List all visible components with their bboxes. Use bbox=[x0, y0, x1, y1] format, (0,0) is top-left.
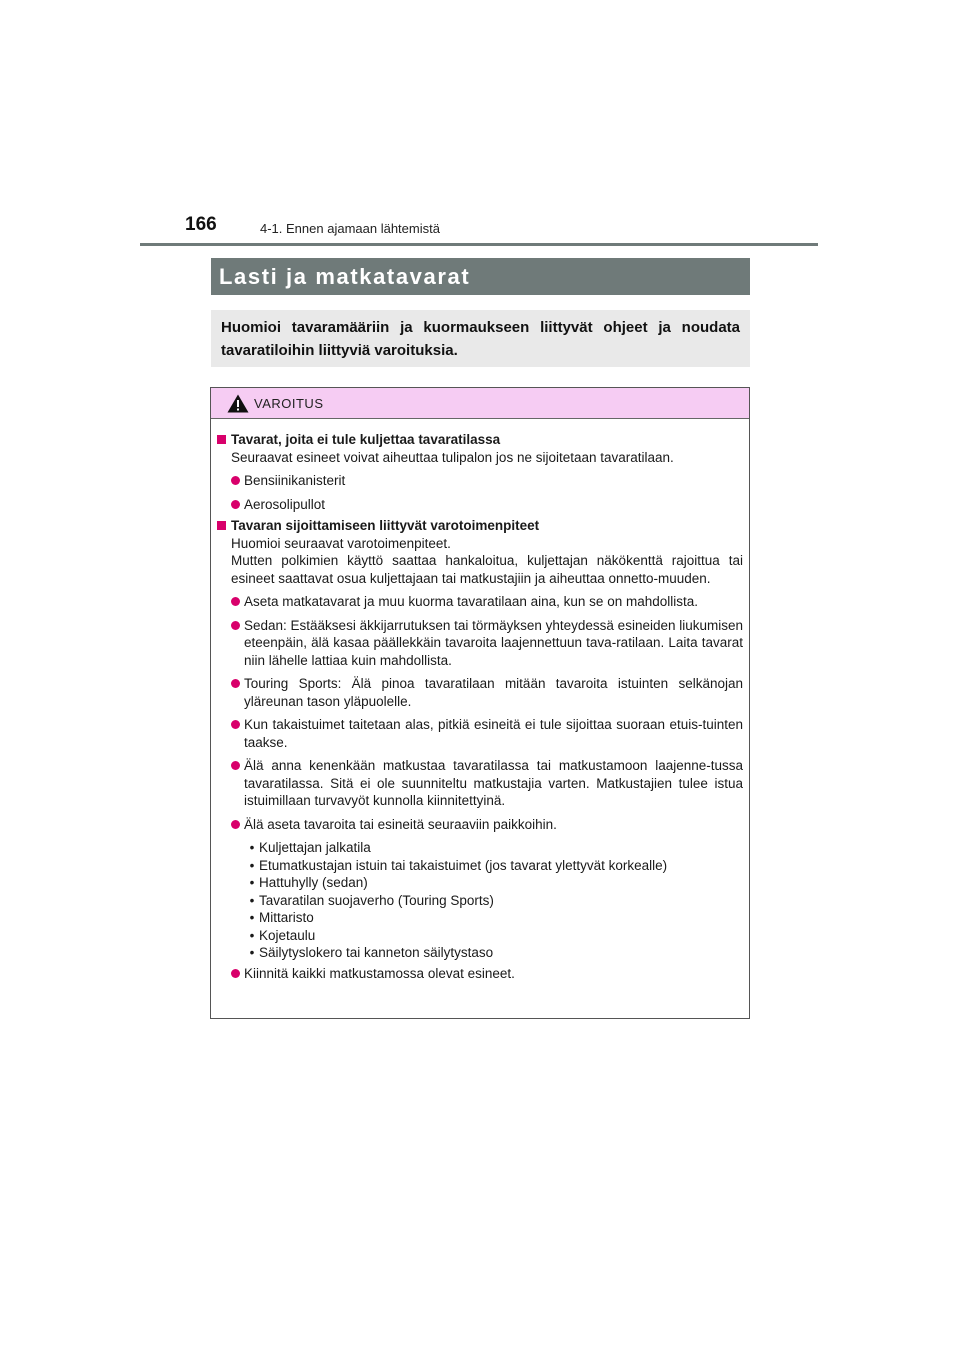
warning-triangle-icon bbox=[227, 394, 249, 413]
list-item bbox=[217, 593, 743, 611]
page-title: Lasti ja matkatavarat bbox=[211, 258, 750, 295]
list-item-text: Sedan: Estääksesi äkkijarrutuksen tai törmäyksen yhteydessä esineiden liukumisen eteenpäin, älä kasaa päällekkäin tavaroita laajennettuun tava-ratilaan. Laita tavarat niin lähelle lattiaa kuin mahdollista. bbox=[244, 617, 744, 668]
list-item-text: Kiinnitä kaikki matkustamossa olevat esineet. bbox=[244, 965, 515, 981]
section-heading-text: Tavaran sijoittamiseen liittyvät varotoimenpiteet bbox=[231, 518, 540, 533]
sub-list bbox=[217, 839, 743, 962]
list-item-text: Bensiinikanisterit bbox=[244, 473, 346, 488]
list-item-text: Älä aseta tavaroita tai esineitä seuraaviin paikkoihin. bbox=[244, 816, 557, 832]
intro-box bbox=[211, 310, 750, 367]
warning-body bbox=[211, 419, 749, 982]
list-item bbox=[217, 472, 743, 490]
header-rule bbox=[140, 243, 818, 246]
page-number: 166 bbox=[185, 214, 217, 235]
paragraph: Huomioi seuraavat varotoimenpiteet. bbox=[231, 535, 451, 551]
list-item-text: Aseta matkatavarat ja muu kuorma tavaratilaan aina, kun se on mahdollista. bbox=[244, 594, 698, 609]
paragraph: Mutten polkimien käyttö saattaa hankaloitua, kuljettajan näkökenttä rajoittua tai esineet saattavat osua kuljettajaan tai matkustajiin ja aiheuttaa onnetto-muuden. bbox=[231, 553, 743, 586]
sub-list-item-text: Kojetaulu bbox=[259, 927, 316, 943]
section-heading bbox=[217, 517, 743, 535]
sub-list-item: • Kojetaulu bbox=[249, 927, 316, 943]
list-item bbox=[217, 617, 743, 670]
sub-list-item-text: Etumatkustajan istuin tai takaistuimet (jos tavarat ylettyvät korkealle) bbox=[259, 857, 668, 873]
list-item-text: Kun takaistuimet taitetaan alas, pitkiä esineitä ei tule sijoittaa suoraan etuis-tuinten taakse. bbox=[244, 717, 743, 750]
dot-bullet-icon bbox=[231, 820, 240, 829]
dot-bullet-icon bbox=[231, 500, 240, 509]
section-heading-text: Tavarat, joita ei tule kuljettaa tavaratilassa bbox=[231, 432, 501, 447]
dot-bullet-icon bbox=[231, 679, 240, 688]
paragraph: Seuraavat esineet voivat aiheuttaa tulipalon jos ne sijoitetaan tavaratilaan. bbox=[231, 449, 674, 465]
sub-list-item: • Säilytyslokero tai kanneton säilytystaso bbox=[249, 945, 494, 960]
sub-list-item: • Tavaratilan suojaverho (Touring Sports) bbox=[249, 892, 494, 908]
list-item-text: Touring Sports: Älä pinoa tavaratilaan mitään tavaroita istuinten selkänojan yläreunan tason yläpuolelle. bbox=[244, 676, 743, 709]
sub-list-item-text: Tavaratilan suojaverho (Touring Sports) bbox=[259, 892, 494, 908]
warning-title: VAROITUS bbox=[254, 396, 324, 411]
sub-list-item: • Hattuhylly (sedan) bbox=[249, 875, 368, 890]
list-item bbox=[217, 716, 743, 751]
list-item-text: Älä anna kenenkään matkustaa tavaratilassa tai matkustamoon laajenne-tussa tavaratilassa. Sitä ei ole suunniteltu matkustajia varten. Matkustajien tulee istua istuimillaan turvavyöt kunnolla kiinnitettyinä. bbox=[244, 758, 743, 808]
sub-list-item-text: Mittaristo bbox=[259, 910, 314, 925]
dot-bullet-icon bbox=[231, 761, 240, 770]
square-bullet-icon bbox=[217, 435, 226, 444]
intro-text: Huomioi tavaramääriin ja kuormaukseen liittyvät ohjeet ja noudata tavaratiloihin liittyviä varoituksia. bbox=[221, 319, 740, 359]
list-item bbox=[217, 816, 743, 834]
section-path: 4-1. Ennen ajamaan lähtemistä bbox=[260, 221, 440, 236]
list-item bbox=[217, 757, 743, 810]
square-bullet-icon bbox=[217, 521, 226, 530]
sub-list-item-text: Kuljettajan jalkatila bbox=[259, 840, 371, 855]
list-item bbox=[217, 496, 743, 514]
list-item-text: Aerosolipullot bbox=[244, 496, 326, 512]
section-heading bbox=[217, 431, 743, 449]
sub-list-item: • Mittaristo bbox=[249, 910, 314, 925]
list-item bbox=[217, 675, 743, 710]
sub-list-item: • Etumatkustajan istuin tai takaistuimet (jos tavarat ylettyvät korkealle) bbox=[249, 857, 668, 873]
list-item bbox=[217, 965, 743, 983]
dot-bullet-icon bbox=[231, 476, 240, 485]
dot-bullet-icon bbox=[231, 969, 240, 978]
warning-box bbox=[210, 387, 750, 1019]
warning-header bbox=[211, 388, 749, 419]
sub-list-item: • Kuljettajan jalkatila bbox=[249, 840, 371, 855]
dot-bullet-icon bbox=[231, 621, 240, 630]
dot-bullet-icon bbox=[231, 720, 240, 729]
sub-list-item-text: Hattuhylly (sedan) bbox=[259, 875, 368, 890]
sub-list-item-text: Säilytyslokero tai kanneton säilytystaso bbox=[259, 945, 494, 960]
dot-bullet-icon bbox=[231, 597, 240, 606]
